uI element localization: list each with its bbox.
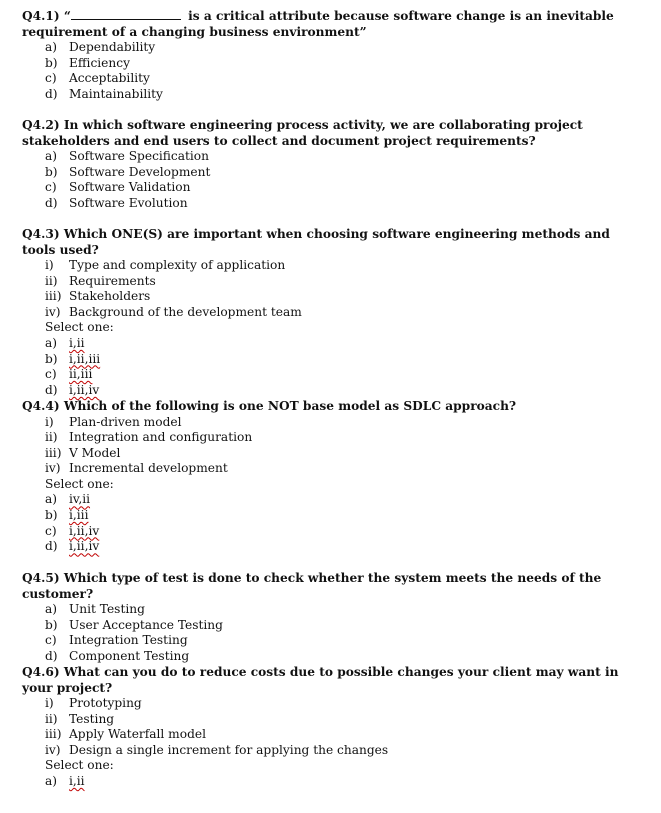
select-one-label: Select one: [45, 758, 114, 773]
option-text: User Acceptance Testing [69, 617, 223, 632]
question-number: Q4.1) [22, 9, 60, 23]
item-label: iii) [45, 445, 62, 460]
option-text: Efficiency [69, 55, 130, 70]
option-label: d) [45, 539, 58, 554]
option-text: i,ii,iii [69, 351, 101, 366]
list-item [45, 743, 647, 759]
option-list [45, 774, 647, 790]
item-label: ii) [45, 711, 58, 726]
option-text: Dependability [69, 40, 156, 54]
item-label: iv) [45, 742, 61, 757]
option [45, 180, 647, 196]
item-label: i) [45, 414, 54, 429]
option-text: Component Testing [69, 648, 190, 663]
option-label: c) [45, 367, 57, 382]
option-text: Integration Testing [69, 633, 188, 648]
list-item [45, 461, 647, 477]
open-quote: “ [63, 9, 71, 23]
option-text: i,iii [69, 508, 89, 523]
option-text: i,ii [69, 773, 85, 788]
option-text: Software Specification [69, 149, 209, 163]
question-4-5 [22, 571, 647, 664]
option [45, 602, 647, 618]
option [45, 383, 647, 399]
option [45, 149, 647, 165]
option-text: Acceptability [69, 71, 150, 86]
option-text: Software Development [69, 164, 211, 179]
item-label: ii) [45, 273, 58, 288]
item-text: Stakeholders [69, 289, 151, 304]
list-item [45, 446, 647, 462]
item-label: iii) [45, 289, 62, 304]
option [45, 56, 647, 72]
option-text: i,ii,iv [69, 382, 100, 397]
list-item [45, 430, 647, 446]
item-list [45, 696, 647, 758]
option-label: c) [45, 633, 57, 648]
item-label: iv) [45, 461, 61, 476]
option-list [45, 602, 647, 664]
option-label: c) [45, 71, 57, 86]
item-text: Type and complexity of application [69, 258, 286, 272]
option [45, 492, 647, 508]
option-text: ii,iii [69, 367, 93, 382]
fill-in-blank [71, 9, 181, 20]
question-stem: Q4.6) What can you do to reduce costs due to possible changes your client may want in your project? [22, 665, 619, 695]
item-text: V Model [69, 445, 121, 460]
item-label: iii) [45, 727, 62, 742]
item-list [45, 415, 647, 477]
option [45, 165, 647, 181]
question-4-3 [22, 227, 647, 398]
option [45, 508, 647, 524]
select-one-label: Select one: [45, 476, 114, 491]
question-stem [22, 9, 647, 40]
option-label: c) [45, 180, 57, 195]
option-label: d) [45, 86, 58, 101]
option-label: b) [45, 508, 58, 523]
question-4-2 [22, 118, 647, 211]
item-text: Prototyping [69, 696, 142, 710]
option [45, 618, 647, 634]
option-label: d) [45, 382, 58, 397]
option-label: c) [45, 523, 57, 538]
item-label: i) [45, 696, 54, 710]
option-label: d) [45, 195, 58, 210]
option-label: a) [45, 40, 58, 54]
option-label: a) [45, 602, 58, 616]
list-item [45, 712, 647, 728]
option-list [45, 40, 647, 102]
option-list [45, 149, 647, 211]
option [45, 40, 647, 56]
option-label: b) [45, 351, 58, 366]
option [45, 87, 647, 103]
item-text: Integration and configuration [69, 430, 253, 445]
list-item [45, 305, 647, 321]
option-label: a) [45, 335, 58, 350]
option [45, 196, 647, 212]
option [45, 524, 647, 540]
option [45, 649, 647, 665]
question-stem: Q4.2) In which software engineering process activity, we are collaborating project stakeholders and end users to collect and document project requirements? [22, 118, 583, 148]
list-item [45, 727, 647, 743]
question-4-1 [22, 9, 647, 102]
item-text: Plan-driven model [69, 414, 182, 429]
option-text: Software Evolution [69, 195, 188, 210]
select-one-label: Select one: [45, 320, 114, 335]
option-label: a) [45, 492, 58, 507]
option [45, 539, 647, 555]
option [45, 774, 647, 790]
item-text: Design a single increment for applying the changes [69, 742, 389, 757]
item-list [45, 258, 647, 320]
option [45, 633, 647, 649]
list-item [45, 274, 647, 290]
option-label: a) [45, 773, 58, 788]
option-text: iv,ii [69, 492, 91, 507]
question-stem: Q4.4) Which of the following is one NOT base model as SDLC approach? [22, 399, 517, 413]
item-text: Incremental development [69, 461, 228, 476]
option-label: d) [45, 648, 58, 663]
option-label: a) [45, 149, 58, 163]
item-label: ii) [45, 430, 58, 445]
option-text: Unit Testing [69, 602, 145, 616]
option [45, 367, 647, 383]
item-label: iv) [45, 304, 61, 319]
list-item [45, 258, 647, 274]
question-text: is a critical attribute because software change is an inevitable requirement of a changing business environment” [22, 9, 614, 39]
option-text: Software Validation [69, 180, 191, 195]
item-text: Requirements [69, 273, 156, 288]
option-text: Maintainability [69, 86, 163, 101]
question-4-4 [22, 399, 647, 555]
question-4-6 [22, 665, 647, 790]
question-stem: Q4.3) Which ONE(S) are important when choosing software engineering methods and tools used? [22, 227, 610, 257]
item-text: Testing [69, 711, 115, 726]
option-label: b) [45, 55, 58, 70]
option [45, 336, 647, 352]
option-label: b) [45, 617, 58, 632]
item-label: i) [45, 258, 54, 272]
option [45, 71, 647, 87]
option-label: b) [45, 164, 58, 179]
list-item [45, 696, 647, 712]
item-text: Background of the development team [69, 304, 302, 319]
option-text: i,ii [69, 335, 85, 350]
list-item [45, 289, 647, 305]
option-list [45, 336, 647, 398]
option [45, 352, 647, 368]
question-stem: Q4.5) Which type of test is done to check whether the system meets the needs of the customer? [22, 571, 602, 601]
option-text: i,ii,iv [69, 523, 100, 538]
option-text: i,ii,iv [69, 539, 100, 554]
option-list [45, 492, 647, 554]
item-text: Apply Waterfall model [69, 727, 206, 742]
list-item [45, 415, 647, 431]
